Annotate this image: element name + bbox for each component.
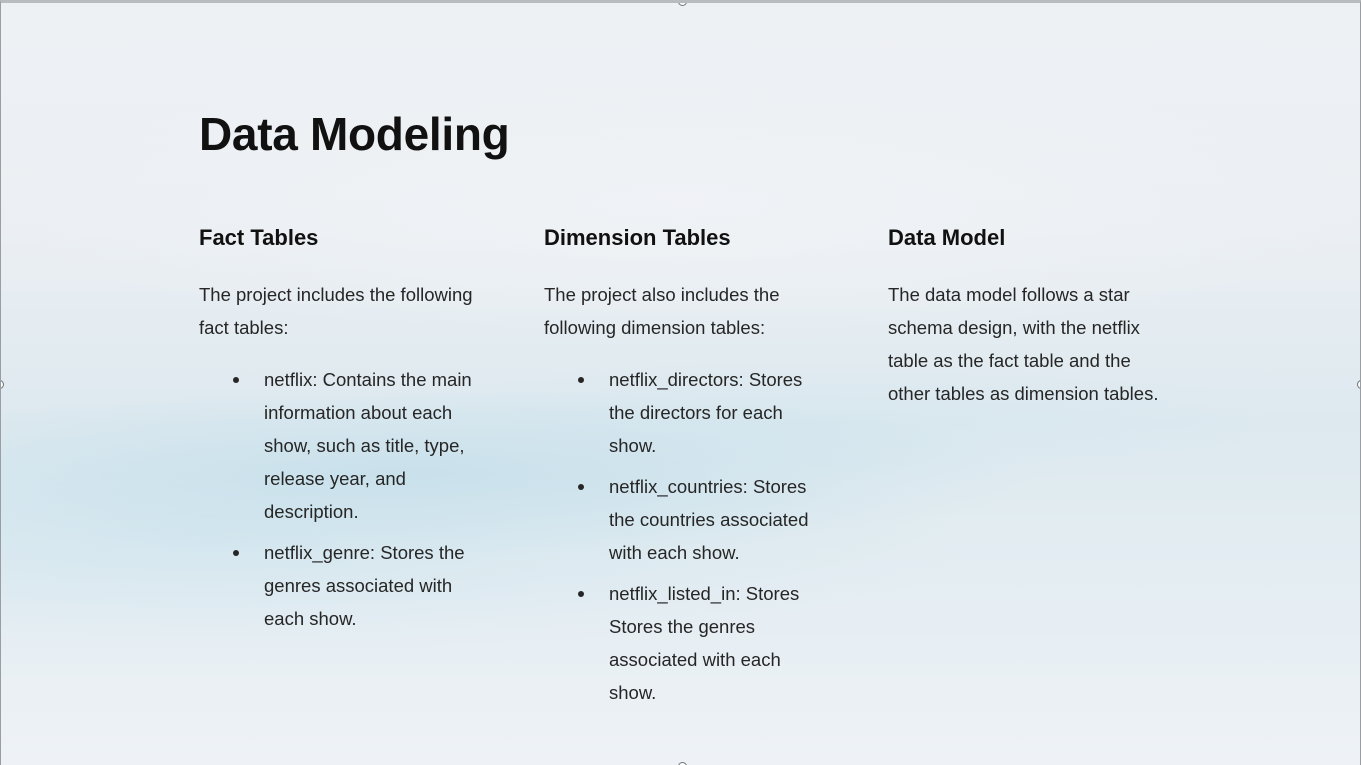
- bullet-list: [199, 363, 489, 635]
- list-item: [609, 577, 824, 709]
- list-item: [264, 363, 479, 528]
- column-fact-tables[interactable]: [199, 223, 489, 643]
- list-item: [609, 363, 824, 462]
- list-item-text: netflix: Contains the main information about each show, such as title, type, release year, and description.: [264, 369, 472, 522]
- resize-handle-right[interactable]: [1357, 380, 1361, 389]
- column-heading: Data Model: [888, 225, 1006, 250]
- column-heading: Dimension Tables: [544, 225, 731, 250]
- column-dimension-tables[interactable]: [544, 223, 834, 717]
- column-text: The data model follows a star schema design, with the netflix table as the fact table and the other tables as dimension tables.: [888, 284, 1159, 404]
- resize-handle-left[interactable]: [0, 380, 4, 389]
- resize-handle-top[interactable]: [678, 0, 687, 6]
- list-item-text: netflix_genre: Stores the genres associated with each show.: [264, 542, 465, 629]
- column-text: The project includes the following fact tables:: [199, 284, 473, 338]
- bullet-icon: [233, 550, 239, 556]
- bullet-icon: [233, 377, 239, 383]
- column-heading: Fact Tables: [199, 225, 319, 250]
- list-item-text: netflix_listed_in: Stores Stores the genres associated with each show.: [609, 583, 800, 703]
- column-data-model[interactable]: [888, 223, 1168, 410]
- bullet-icon: [578, 591, 584, 597]
- list-item: [264, 536, 479, 635]
- bullet-icon: [578, 484, 584, 490]
- list-item-text: netflix_directors: Stores the directors for each show.: [609, 369, 803, 456]
- list-item-text: netflix_countries: Stores the countries associated with each show.: [609, 476, 809, 563]
- column-text: The project also includes the following dimension tables:: [544, 284, 780, 338]
- bullet-icon: [578, 377, 584, 383]
- slide-title[interactable]: Data Modeling: [199, 108, 510, 160]
- list-item: [609, 470, 824, 569]
- bullet-list: [544, 363, 834, 709]
